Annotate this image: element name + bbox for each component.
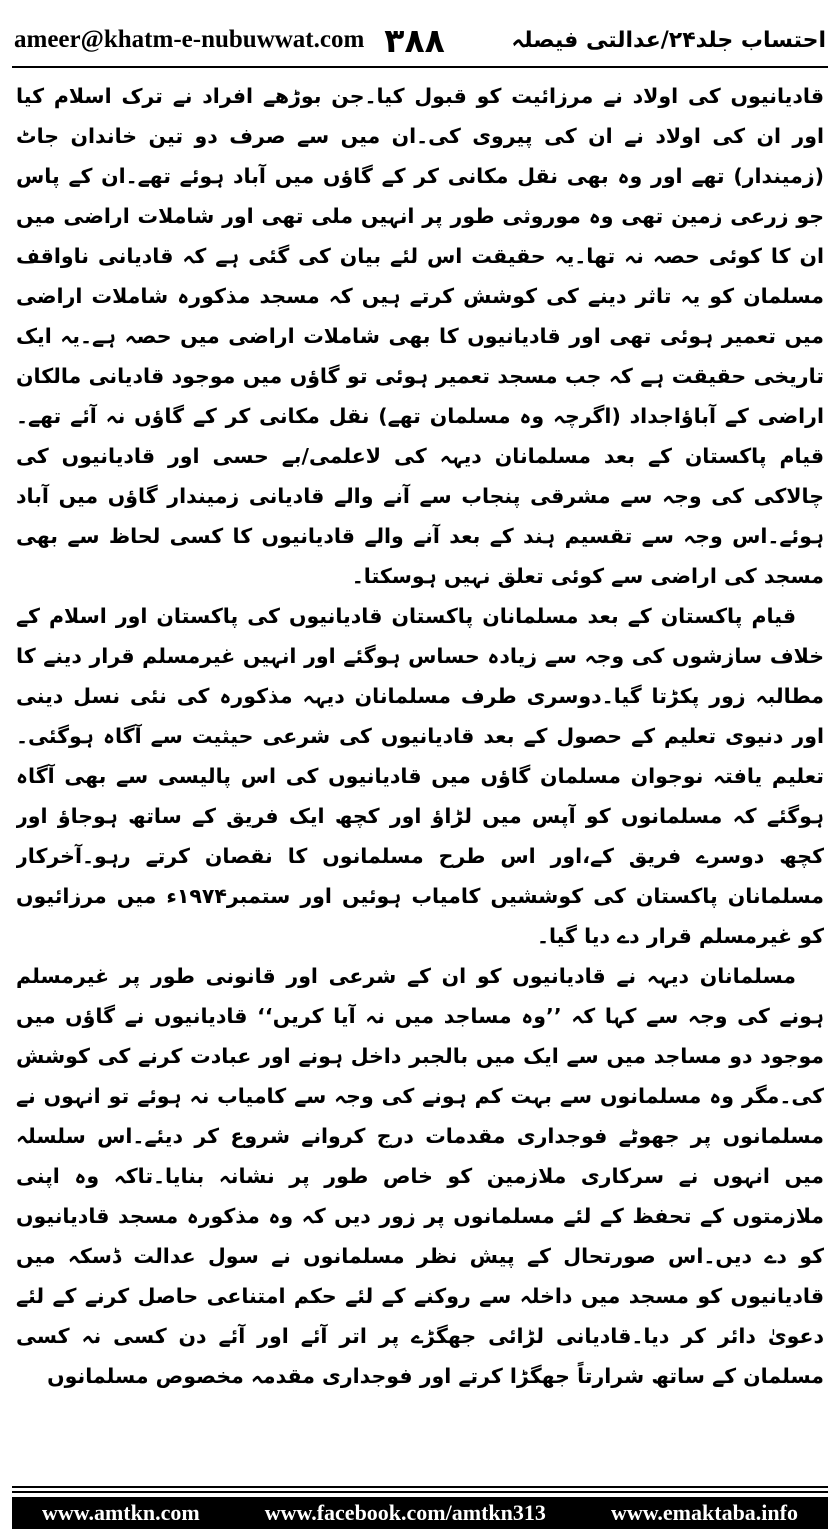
paragraph: قیام پاکستان کے بعد مسلمانان پاکستان قادیانیوں کی پاکستان اور اسلام کے خلاف سازشوں کی وجہ سے زیادہ حساس ہوگئے اور انہیں غیرمسلم قرار دینے کا مطالبہ زور پکڑتا گیا۔دوسری طرف مسلمانان دیہہ مذکورہ کی نئی نسل دینی اور دنیوی تعلیم کے حصول کے بعد قادیانیوں کی شرعی حیثیت سے آگاہ ہوگئی۔تعلیم یافتہ نوجوان مسلمان گاؤں میں قادیانیوں کی اس پالیسی سے بھی آگاہ ہوگئے کہ مسلمانوں کو آپس میں لڑاؤ اور کچھ ایک فریق کے ساتھ ہوجاؤ اور کچھ دوسرے فریق کے،اور اس طرح مسلمانوں کا نقصان کرتے رہو۔آخرکار مسلمانان پاکستان کی کوششیں کامیاب ہوئیں اور ستمبر۱۹۷۴ء میں مرزائیوں کو غیرمسلم قرار دے دیا گیا۔: [16, 604, 824, 948]
footer-link-facebook[interactable]: www.facebook.com/amtkn313: [264, 1500, 546, 1525]
header-divider: [12, 66, 828, 68]
page-number: ۳۸۸: [384, 20, 445, 60]
header-left-group: [14, 21, 445, 60]
body-text: [16, 76, 824, 1448]
page-header: [14, 16, 826, 64]
footer-divider-bottom: [12, 1491, 828, 1493]
footer-bar: [12, 1497, 828, 1529]
footer-divider-top: [12, 1486, 828, 1488]
footer-link-amtkn[interactable]: www.amtkn.com: [42, 1500, 200, 1525]
header-title: احتساب جلد۲۴/عدالتی فیصلہ: [511, 27, 826, 53]
paragraph: مسلمانان دیہہ نے قادیانیوں کو ان کے شرعی اور قانونی طور پر غیرمسلم ہونے کی وجہ سے کہا کہ ’’وہ مساجد میں نہ آیا کریں‘‘ قادیانیوں نے گاؤں میں موجود دو مساجد میں سے ایک میں بالجبر داخل ہونے اور عبادت کرنے کی کوشش کی۔مگر وہ مسلمانوں سے بہت کم ہونے کی وجہ سے کامیاب نہ ہوئے تو انہوں نے مسلمانوں پر جھوٹے فوجداری مقدمات درج کروانے شروع کر دیئے۔اس سلسلہ میں انہوں نے سرکاری ملازمین کو خاص طور پر نشانہ بنایا۔تاکہ وہ اپنی ملازمتوں کے تحفظ کے لئے مسلمانوں پر زور دیں کہ وہ مذکورہ مسجد قادیانیوں کو دے دیں۔اس صورتحال کے پیش نظر مسلمانوں نے سول عدالت ڈسکہ میں قادیانیوں کو مسجد میں داخلہ سے روکنے کے لئے حکم امتناعی حاصل کرنے کے لئے دعویٰ دائر کر دیا۔قادیانی لڑائی جھگڑے پر اتر آئے اور آئے دن کسی نہ کسی مسلمان کے ساتھ شرارتاً جھگڑا کرتے اور فوجداری مقدمہ مخصوص مسلمانوں: [16, 964, 824, 1388]
paragraph: قادیانیوں کی اولاد نے مرزائیت کو قبول کیا۔جن بوڑھے افراد نے ترک اسلام کیا اور ان کی اولاد نے ان کی پیروی کی۔ان میں سے صرف دو تین خاندان جاٹ (زمیندار) تھے اور وہ بھی نقل مکانی کر کے گاؤں میں آباد ہوئے تھے۔ان کے پاس جو زرعی زمین تھی وہ موروثی طور پر انہیں ملی تھی اور شاملات اراضی میں ان کا کوئی حصہ نہ تھا۔یہ حقیقت اس لئے بیان کی گئی ہے کہ قادیانی ناواقف مسلمان کو یہ تاثر دینے کی کوشش کرتے ہیں کہ مسجد مذکورہ شاملات اراضی میں تعمیر ہوئی تھی اور قادیانیوں کا بھی شاملات اراضی میں حصہ ہے۔یہ ایک تاریخی حقیقت ہے کہ جب مسجد تعمیر ہوئی تو گاؤں میں موجود قادیانی مالکان اراضی کے آباؤاجداد (اگرچہ وہ مسلمان تھے) نقل مکانی کر کے گاؤں نہ آئے تھے۔قیام پاکستان کے بعد مسلمانان دیہہ کی لاعلمی/بے حسی اور قادیانیوں کی چالاکی کی وجہ سے مشرقی پنجاب سے آنے والے قادیانی زمیندار گاؤں میں آباد ہوئے۔اس وجہ سے تقسیم ہند کے بعد آنے والے قادیانیوں کا کسی لحاظ سے بھی مسجد کی اراضی سے کوئی تعلق نہیں ہوسکتا۔: [16, 84, 824, 588]
footer-link-emaktaba[interactable]: www.emaktaba.info: [610, 1500, 798, 1525]
header-email: ameer@khatm-e-nubuwwat.com: [14, 26, 365, 53]
